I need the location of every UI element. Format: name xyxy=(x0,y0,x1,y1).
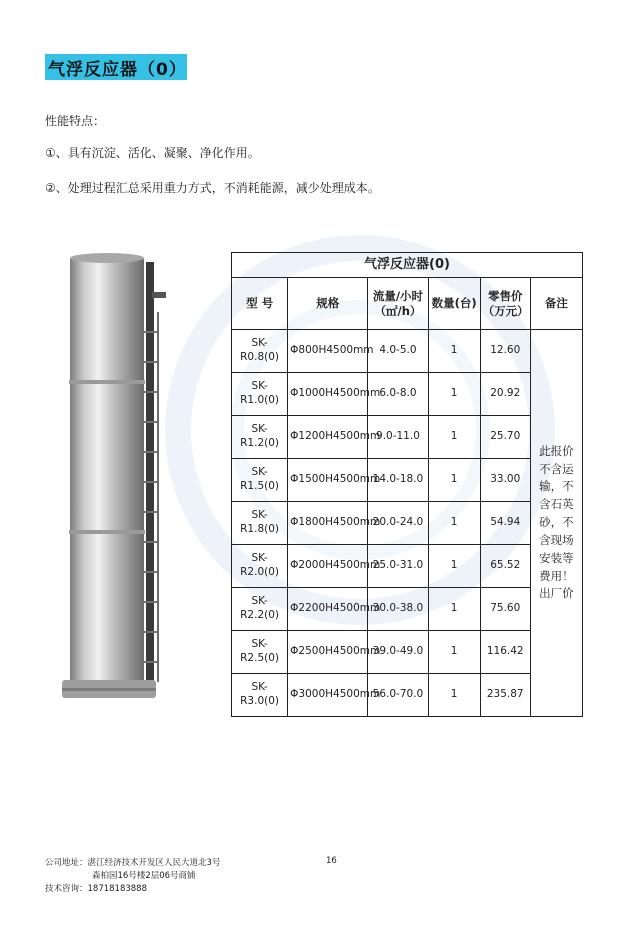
cell-qty: 1 xyxy=(428,588,480,631)
header-spec: 规格 xyxy=(288,278,368,330)
cell-price: 75.60 xyxy=(480,588,530,631)
cell-flow: 39.0-49.0 xyxy=(368,631,428,674)
cell-flow: 4.0-5.0 xyxy=(368,330,428,373)
footer-address-line2: 森柏园16号楼2层06号商铺 xyxy=(92,871,196,881)
cell-price: 20.92 xyxy=(480,373,530,416)
cell-model: SK-R2.2(0) xyxy=(232,588,288,631)
cell-qty: 1 xyxy=(428,631,480,674)
header-model: 型 号 xyxy=(232,278,288,330)
cell-spec: Φ800H4500mm xyxy=(288,330,368,373)
cell-model: SK-R2.0(0) xyxy=(232,545,288,588)
cell-qty: 1 xyxy=(428,416,480,459)
cell-flow: 9.0-11.0 xyxy=(368,416,428,459)
cell-spec: Φ1800H4500mm xyxy=(288,502,368,545)
product-photo xyxy=(60,252,170,722)
table-row xyxy=(232,373,583,416)
table-row xyxy=(232,588,583,631)
cell-model: SK-R0.8(0) xyxy=(232,330,288,373)
table-row xyxy=(232,545,583,588)
cell-spec: Φ2200H4500mm xyxy=(288,588,368,631)
header-flow: 流量/小时（㎡/h） xyxy=(368,278,428,330)
cell-flow: 14.0-18.0 xyxy=(368,459,428,502)
cell-qty: 1 xyxy=(428,330,480,373)
cell-qty: 1 xyxy=(428,373,480,416)
cell-qty: 1 xyxy=(428,545,480,588)
table-row xyxy=(232,674,583,717)
cell-remark: 此报价不含运输，不含石英砂，不含现场安装等费用！出厂价 xyxy=(530,330,582,717)
cell-qty: 1 xyxy=(428,459,480,502)
cell-spec: Φ1000H4500mm xyxy=(288,373,368,416)
cell-spec: Φ1200H4500mm xyxy=(288,416,368,459)
header-qty: 数量(台) xyxy=(428,278,480,330)
cell-spec: Φ3000H4500mm xyxy=(288,674,368,717)
price-table xyxy=(231,252,583,717)
cell-price: 12.60 xyxy=(480,330,530,373)
feature-item: ①、具有沉淀、活化、凝聚、净化作用。 xyxy=(45,146,260,160)
page-title: 气浮反应器（0） xyxy=(45,54,187,80)
cell-spec: Φ2000H4500mm xyxy=(288,545,368,588)
page-number: 16 xyxy=(326,856,337,866)
table-row xyxy=(232,330,583,373)
cell-price: 33.00 xyxy=(480,459,530,502)
cell-model: SK-R2.5(0) xyxy=(232,631,288,674)
cell-price: 65.52 xyxy=(480,545,530,588)
cell-flow: 25.0-31.0 xyxy=(368,545,428,588)
cell-qty: 1 xyxy=(428,674,480,717)
cell-spec: Φ2500H4500mm xyxy=(288,631,368,674)
cell-model: SK-R1.5(0) xyxy=(232,459,288,502)
table-row xyxy=(232,502,583,545)
cell-model: SK-R1.2(0) xyxy=(232,416,288,459)
table-row xyxy=(232,631,583,674)
cell-price: 54.94 xyxy=(480,502,530,545)
features-heading: 性能特点： xyxy=(45,114,106,128)
cell-model: SK-R1.8(0) xyxy=(232,502,288,545)
cell-flow: 20.0-24.0 xyxy=(368,502,428,545)
feature-item: ②、处理过程汇总采用重力方式，不消耗能源，减少处理成本。 xyxy=(45,181,380,195)
table-row xyxy=(232,416,583,459)
footer-address-line1: 公司地址：湛江经济技术开发区人民大道北3号 xyxy=(45,858,221,868)
cell-flow: 56.0-70.0 xyxy=(368,674,428,717)
footer-contact: 技术咨询：18718183888 xyxy=(45,884,147,894)
cell-spec: Φ1500H4500mm xyxy=(288,459,368,502)
cell-price: 235.87 xyxy=(480,674,530,717)
cell-price: 25.70 xyxy=(480,416,530,459)
cell-model: SK-R3.0(0) xyxy=(232,674,288,717)
cell-flow: 6.0-8.0 xyxy=(368,373,428,416)
header-price: 零售价（万元） xyxy=(480,278,530,330)
cell-flow: 30.0-38.0 xyxy=(368,588,428,631)
table-row xyxy=(232,459,583,502)
table-caption: 气浮反应器(0) xyxy=(232,253,583,278)
header-remark: 备注 xyxy=(530,278,582,330)
cell-model: SK-R1.0(0) xyxy=(232,373,288,416)
cell-qty: 1 xyxy=(428,502,480,545)
cell-price: 116.42 xyxy=(480,631,530,674)
